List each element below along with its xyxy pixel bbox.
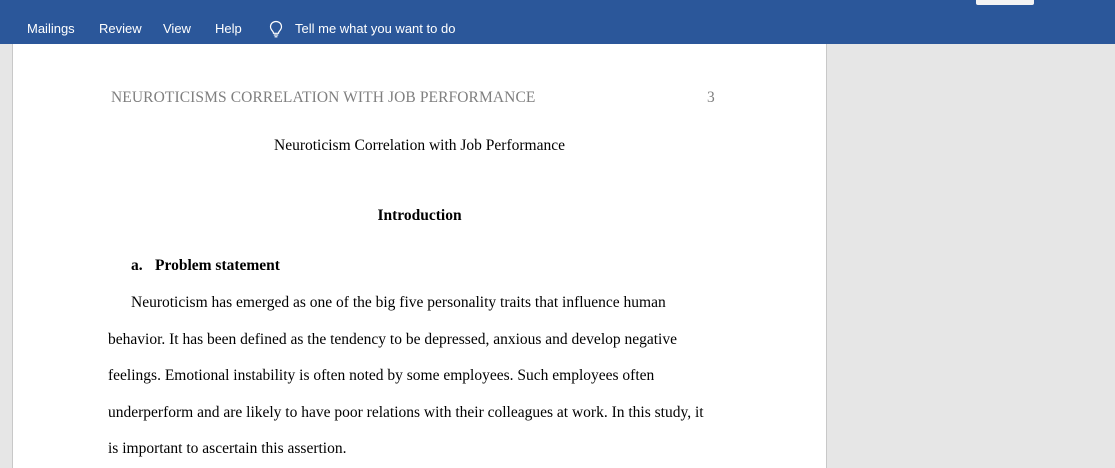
paragraph-line: underperform and are likely to have poor relations with their colleagues at work. In this study, it — [108, 404, 704, 421]
vertical-scrollbar[interactable] — [1098, 44, 1115, 468]
tab-view[interactable]: View — [163, 21, 191, 36]
tell-me-search[interactable] — [268, 19, 455, 39]
paragraph-line: behavior. It has been defined as the tendency to be depressed, anxious and develop negative — [108, 331, 677, 348]
running-head: NEUROTICISMS CORRELATION WITH JOB PERFORMANCE — [111, 89, 536, 106]
ribbon — [0, 0, 1115, 44]
tab-mailings[interactable]: Mailings — [27, 21, 75, 36]
paragraph-line: Neuroticism has emerged as one of the big five personality traits that influence human — [131, 294, 666, 311]
list-marker: a. — [131, 257, 143, 274]
document-workspace — [0, 44, 1115, 468]
document-page[interactable] — [12, 44, 827, 468]
page-number: 3 — [707, 89, 715, 106]
paragraph-line: feelings. Emotional instability is often noted by some employees. Such employees often — [108, 367, 655, 384]
list-heading-text: Problem statement — [155, 257, 280, 274]
lightbulb-icon — [268, 20, 284, 38]
document-title: Neuroticism Correlation with Job Performance — [274, 137, 565, 154]
tab-review[interactable]: Review — [99, 21, 142, 36]
list-heading — [131, 257, 280, 275]
title-bar-button-edge[interactable] — [976, 0, 1034, 5]
tab-help[interactable]: Help — [215, 21, 242, 36]
section-heading: Introduction — [377, 207, 462, 224]
paragraph-line: is important to ascertain this assertion. — [108, 440, 347, 457]
tell-me-label: Tell me what you want to do — [295, 21, 456, 36]
